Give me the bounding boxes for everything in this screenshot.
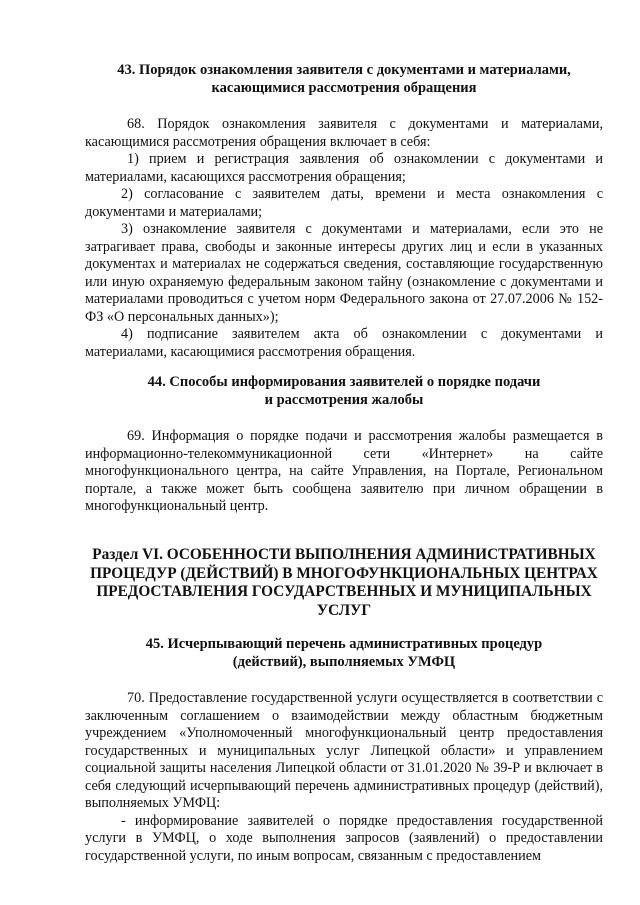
heading-43-line2: касающимися рассмотрения обращения [211, 79, 477, 96]
heading-43-line1: 43. Порядок ознакомления заявителя с документами и материалами, [117, 62, 571, 78]
section-6-title [85, 546, 603, 620]
heading-44-line2: и рассмотрения жалобы [264, 391, 424, 408]
section-6-line4: УСЛУГ [316, 601, 372, 619]
paragraph-70-text: 70. Предоставление государственной услуги осуществляется в соответствии с заключенным соглашением о взаимодействии между областным бюджетным учреждением «Уполномоченный многофункциональный центр предоставления государственных и муниципальных услуг Липецкой области» и управлением социальной защиты населения Липецкой области от 31.01.2020 № 39-Р и включает в себя следующий исчерпывающий перечень административных процедур (действий), выполняемых УМФЦ: [85, 690, 603, 811]
heading-44 [85, 374, 603, 409]
paragraph-70 [85, 690, 603, 865]
section-6-line1: Раздел VI. ОСОБЕННОСТИ ВЫПОЛНЕНИЯ АДМИНИСТРАТИВНЫХ [92, 546, 596, 563]
paragraph-70-bullet1: - информирование заявителей о порядке предоставления государственной услуги в УМФЦ, о ходе выполнения запросов (заявлений) о предоставлении государственной услуги, по иным вопросам, связанным с предоставлением [85, 812, 603, 864]
paragraph-68-item1: 1) прием и регистрация заявления об ознакомлении с документами и материалами, касающихся рассмотрения обращения; [85, 151, 603, 185]
heading-44-line1: 44. Способы информирования заявителей о порядке подачи [147, 374, 541, 390]
document-page [85, 0, 603, 905]
heading-45-line1: 45. Исчерпывающий перечень административных процедур [145, 636, 543, 652]
section-6-line2: ПРОЦЕДУР (ДЕЙСТВИЙ) В МНОГОФУНКЦИОНАЛЬНЫХ ЦЕНТРАХ [90, 564, 598, 582]
heading-45 [85, 636, 603, 671]
paragraph-68-item4: 4) подписание заявителем акта об ознакомлении с документами и материалами, касающимися рассмотрения обращения. [85, 326, 603, 360]
paragraph-68-item2: 2) согласование с заявителем даты, времени и места ознакомления с документами и материалами; [85, 186, 603, 220]
heading-45-line2: (действий), выполняемых УМФЦ [232, 653, 456, 670]
paragraph-68-intro: 68. Порядок ознакомления заявителя с документами и материалами, касающимися рассмотрения обращения включает в себя: [85, 116, 603, 150]
paragraph-68-item3: 3) ознакомление заявителя с документами и материалами, если это не затрагивает права, свободы и законные интересы других лиц и если в указанных документах и материалах не содержаться сведения, составляющие государственную или иную охраняемую федеральным законом тайну (ознакомление с документами и материалами проводиться с учетом норм Федерального закона от 27.07.2006 № 152-ФЗ «О персональных данных»); [85, 221, 603, 325]
paragraph-68 [85, 116, 603, 361]
paragraph-69-text: 69. Информация о порядке подачи и рассмотрения жалобы размещается в информационно-телекоммуникационной сети «Интернет» на сайте многофункционального центра, на сайте Управления, на Портале, Региональном портале, а также может быть сообщена заявителю при личном обращении в многофункциональный центр. [85, 428, 603, 514]
section-6-line3: ПРЕДОСТАВЛЕНИЯ ГОСУДАРСТВЕННЫХ И МУНИЦИПАЛЬНЫХ [96, 583, 592, 600]
heading-43 [85, 62, 603, 97]
paragraph-69 [85, 428, 603, 516]
